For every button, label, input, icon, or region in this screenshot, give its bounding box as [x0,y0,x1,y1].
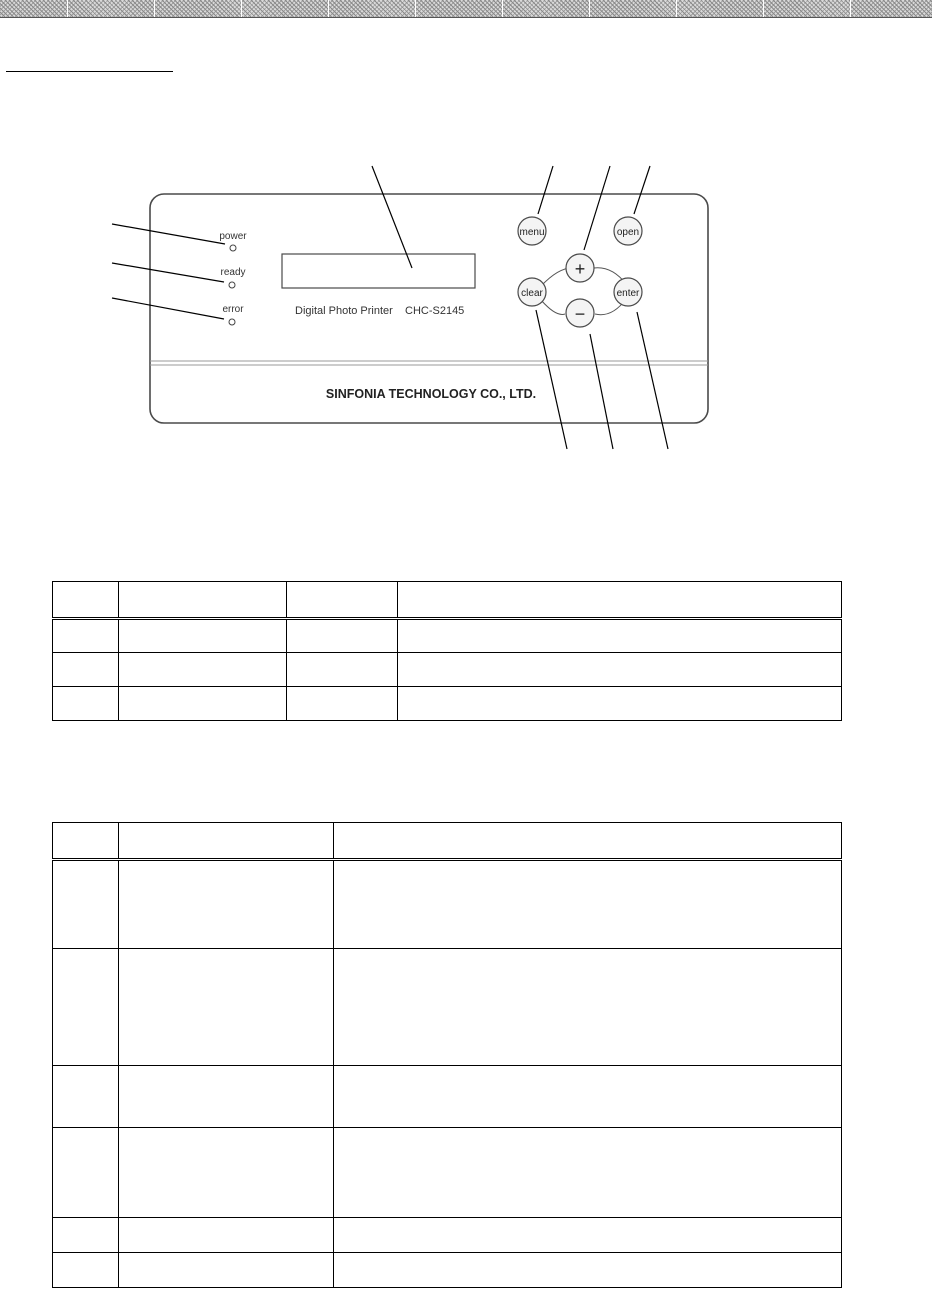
table-cell [334,1253,842,1288]
table-cell [334,823,842,860]
enter-button[interactable] [614,278,642,306]
table-row [53,687,842,721]
power-led-label: power [219,231,247,242]
table-cell [53,860,119,949]
table-cell [119,687,287,721]
menu-button-label: menu [519,227,545,238]
error-led [229,319,235,325]
table-cell [287,619,398,653]
table-cell [119,823,334,860]
table-cell [53,619,119,653]
table-cell [119,1253,334,1288]
power-led [230,245,236,251]
table-cell [334,860,842,949]
table-row [53,1253,842,1288]
table-cell [119,653,287,687]
table-cell [53,823,119,860]
table-cell [119,1218,334,1253]
table-header-row [53,582,842,619]
table-cell [53,582,119,619]
clear-button[interactable] [518,278,546,306]
led-indicator-table [52,581,842,721]
table-cell [53,1128,119,1218]
plus-button-label: + [574,259,586,279]
table-cell [119,1128,334,1218]
lcd-display [282,254,475,288]
product-name-label: Digital Photo Printer [295,305,393,317]
menu-button[interactable] [518,217,546,245]
ready-led [229,282,235,288]
table-cell [53,1066,119,1128]
clear-button-label: clear [521,288,543,299]
table-cell [119,860,334,949]
button-function-table [52,822,842,1288]
table-cell [119,582,287,619]
manufacturer-label: SINFONIA TECHNOLOGY CO., LTD. [325,387,537,401]
table-cell [287,687,398,721]
table-row [53,1218,842,1253]
table-cell [398,619,842,653]
open-button[interactable] [614,217,642,245]
table-cell [334,949,842,1066]
table-cell [119,1066,334,1128]
table-row [53,949,842,1066]
table-cell [334,1066,842,1128]
ready-led-label: ready [220,267,246,278]
error-led-label: error [222,304,244,315]
table-cell [119,949,334,1066]
table-row [53,1128,842,1218]
minus-button-label: − [574,304,586,324]
plus-button[interactable] [566,254,594,282]
table-cell [53,653,119,687]
model-label: CHC-S2145 [405,305,465,317]
table-row [53,653,842,687]
table-cell [119,619,287,653]
table-cell [53,687,119,721]
table-cell [334,1128,842,1218]
table-cell [287,653,398,687]
table-cell [53,1253,119,1288]
table-cell [334,1218,842,1253]
minus-button[interactable] [566,299,594,327]
table-cell [398,687,842,721]
table-cell [398,653,842,687]
table-cell [53,1218,119,1253]
open-button-label: open [616,227,640,238]
table-row [53,1066,842,1128]
table-cell [398,582,842,619]
table-row [53,860,842,949]
table-row [53,619,842,653]
enter-button-label: enter [616,288,640,299]
table-cell [53,949,119,1066]
table-cell [287,582,398,619]
table-header-row [53,823,842,860]
operation-panel-diagram [0,0,932,470]
